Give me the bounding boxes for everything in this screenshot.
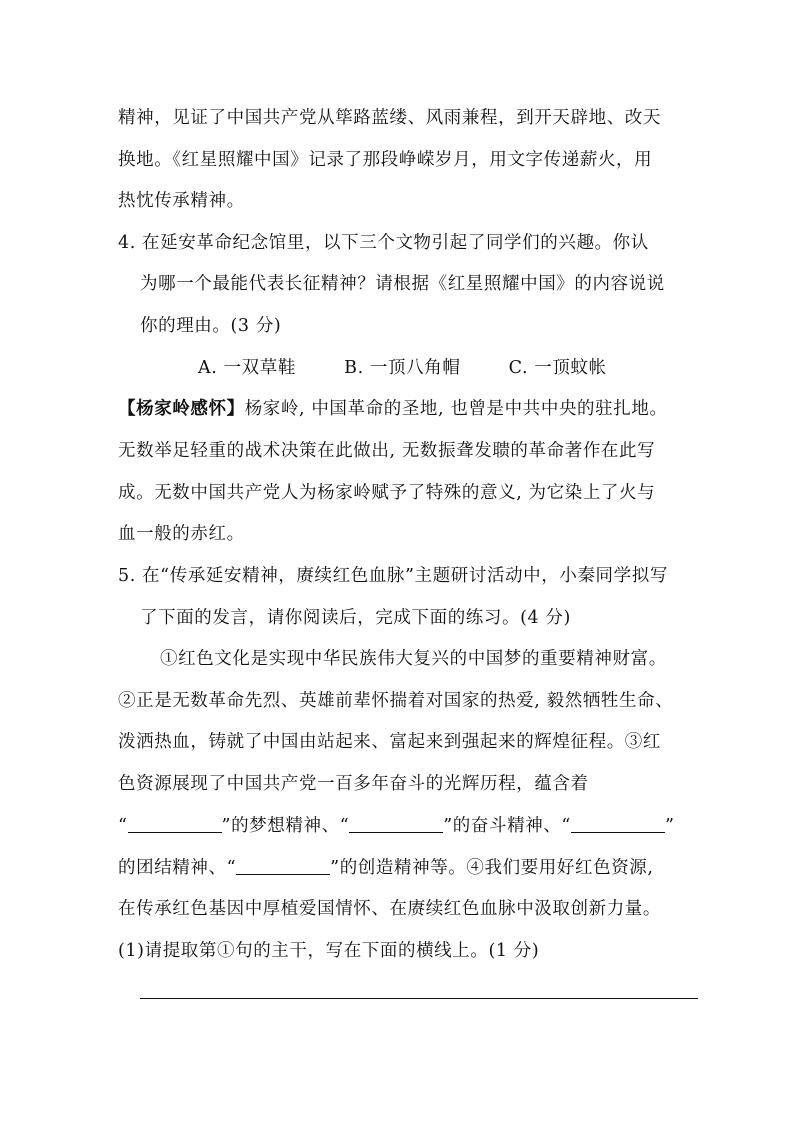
question-4-stem: 你的理由。(3 分) (140, 316, 282, 336)
question-5-stem: 了下面的发言，请你阅读后，完成下面的练习。(4 分) (140, 608, 571, 628)
blank-1[interactable] (128, 816, 222, 833)
question-4-options (198, 356, 758, 380)
speech-line: 在传承红色基因中厚植爱国情怀、在赓续红色血脉中汲取创新力量。 (118, 899, 661, 919)
option-c: C. 一顶蚊帐 (508, 358, 607, 378)
question-4-stem: 为哪一个最能代表长征精神？请根据《红星照耀中国》的内容说说 (140, 274, 665, 294)
fill-blank-line (118, 814, 678, 838)
speech-text: 的团结精神、“ (118, 858, 237, 878)
blank-3[interactable] (571, 816, 665, 833)
passage-line: 精神，见证了中国共产党从筚路蓝缕、风雨兼程，到开天辟地、改天 (118, 108, 661, 128)
sub-question-1: (1)请提取第①句的主干，写在下面的横线上。(1 分) (118, 941, 540, 961)
section-heading: 【杨家岭感怀】 (118, 399, 245, 419)
blank-2[interactable] (349, 816, 443, 833)
question-5-stem: 5. 在“传承延安精神，赓续红色血脉”主题研讨活动中，小秦同学拟写 (118, 566, 668, 586)
passage-line: 热忱传承精神。 (118, 191, 245, 211)
option-a: A. 一双草鞋 (198, 358, 296, 378)
quote-mark: “ (118, 816, 128, 836)
speech-line: ①红色文化是实现中华民族伟大复兴的中国梦的重要精神财富。 (160, 649, 667, 669)
speech-line: ②正是无数革命先烈、英雄前辈怀揣着对国家的热爱, 毅然牺牲生命、 (118, 691, 674, 711)
yangjialing-paragraph (118, 397, 678, 421)
speech-line: 泼洒热血，铸就了中国由站起来、富起来到强起来的辉煌征程。③红 (118, 732, 661, 752)
answer-line[interactable] (140, 998, 698, 999)
speech-text: ”的创造精神等。④我们要用好红色资源, (330, 858, 654, 878)
passage-line: 成。无数中国共产党人为杨家岭赋予了特殊的意义, 为它染上了火与 (118, 483, 656, 503)
passage-line: 无数举足轻重的战术决策在此做出, 无数振聋发聩的革命著作在此写 (118, 441, 656, 461)
passage-line: 换地。《红星照耀中国》记录了那段峥嵘岁月，用文字传递薪火，用 (118, 150, 653, 170)
option-b: B. 一顶八角帽 (344, 358, 461, 378)
quote-mark: ” (664, 816, 675, 836)
speech-text: ”的奋斗精神、“ (443, 816, 571, 836)
passage-line: 血一般的赤红。 (118, 524, 245, 544)
speech-text: ”的梦想精神、“ (221, 816, 350, 836)
question-4-stem: 4. 在延安革命纪念馆里，以下三个文物引起了同学们的兴趣。你认 (118, 233, 649, 253)
passage-text: 杨家岭, 中国革命的圣地, 也曾是中共中央的驻扎地。 (244, 399, 668, 419)
blank-4[interactable] (236, 858, 330, 875)
speech-line: 色资源展现了中国共产党一百多年奋斗的光辉历程，蕴含着 (118, 774, 589, 794)
fill-blank-line (118, 856, 678, 880)
